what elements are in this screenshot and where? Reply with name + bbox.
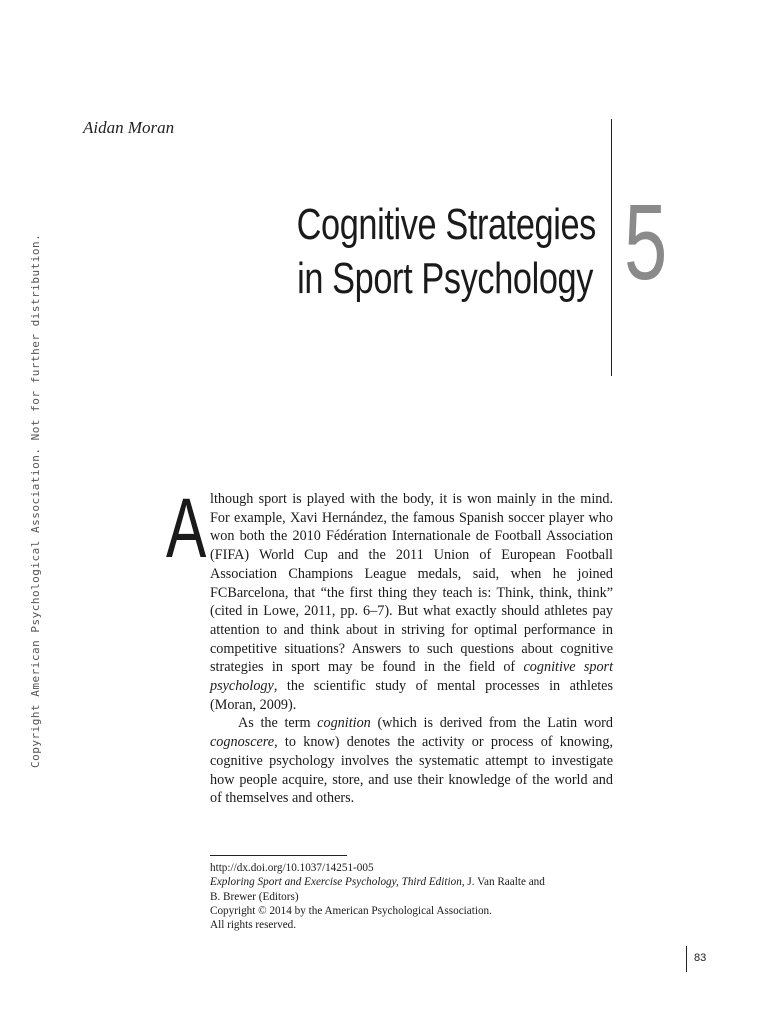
footnote-editors-line: B. Brewer (Editors) bbox=[210, 890, 299, 903]
footnote-editors: J. Van Raalte and bbox=[464, 876, 545, 889]
body-text bbox=[210, 490, 613, 808]
paragraph-1-text: lthough sport is played with the body, it is won mainly in the mind. For example, Xavi Hernández, the famous Spanish soccer player who won both the 2010 Fédération Internationale de Football Association (FIFA) World Cup and the 2011 Union of European Football Association Champions League medals, said, when he joined FCBarcelona, that “the first thing they teach is: Think, think, think” (cited in Lowe, 2011, pp. 6–7). But what exactly should athletes pay attention to and think about in striving for optimal performance in competitive situations? Answers to such questions about cognitive strategies in sport may be found in the field of bbox=[210, 491, 613, 676]
copyright-side-notice: Copyright American Psychological Association. Not for further distribution. bbox=[29, 233, 42, 768]
page-number: 83 bbox=[694, 952, 707, 964]
footnote-rights: All rights reserved. bbox=[210, 919, 297, 932]
drop-cap: A bbox=[166, 481, 207, 575]
footnote-copyright: Copyright © 2014 by the American Psychological Association. bbox=[210, 904, 492, 917]
footnote-rule bbox=[210, 855, 347, 856]
paragraph-2-text: As the term bbox=[238, 715, 318, 732]
footnote-book-title: Exploring Sport and Exercise Psychology, Third Edition, bbox=[210, 876, 465, 889]
paragraph-2-text-end: , to know) denotes the activity or process of knowing, cognitive psychology involves the systematic attempt to investigate how people acquire, store, and use their knowledge of the world and of themselves and others. bbox=[210, 734, 613, 807]
title-divider bbox=[611, 119, 612, 376]
paragraph-1 bbox=[210, 490, 613, 714]
paragraph-2-italic-cognition: cognition bbox=[317, 715, 371, 732]
chapter-title bbox=[296, 198, 596, 306]
author-name: Aidan Moran bbox=[83, 118, 175, 137]
chapter-number: 5 bbox=[624, 181, 668, 302]
footnote-doi-link[interactable]: http://dx.doi.org/10.1037/14251-005 bbox=[210, 862, 374, 874]
paragraph-2 bbox=[210, 714, 613, 808]
paragraph-1-italic: cognitive sport psychology bbox=[210, 659, 614, 695]
chapter-title-line-2: in Sport Psychology bbox=[297, 254, 593, 303]
chapter-title-line-1: Cognitive Strategies bbox=[296, 200, 596, 249]
paragraph-2-italic-cognoscere: cognoscere bbox=[210, 734, 275, 751]
footnote-book-line bbox=[210, 875, 610, 889]
footnote bbox=[210, 861, 610, 932]
paragraph-1-text-end: , the scientific study of mental processes in athletes (Moran, 2009). bbox=[210, 678, 613, 713]
paragraph-2-text-mid: (which is derived from the Latin word bbox=[370, 715, 613, 732]
page-number-rule bbox=[686, 946, 687, 972]
